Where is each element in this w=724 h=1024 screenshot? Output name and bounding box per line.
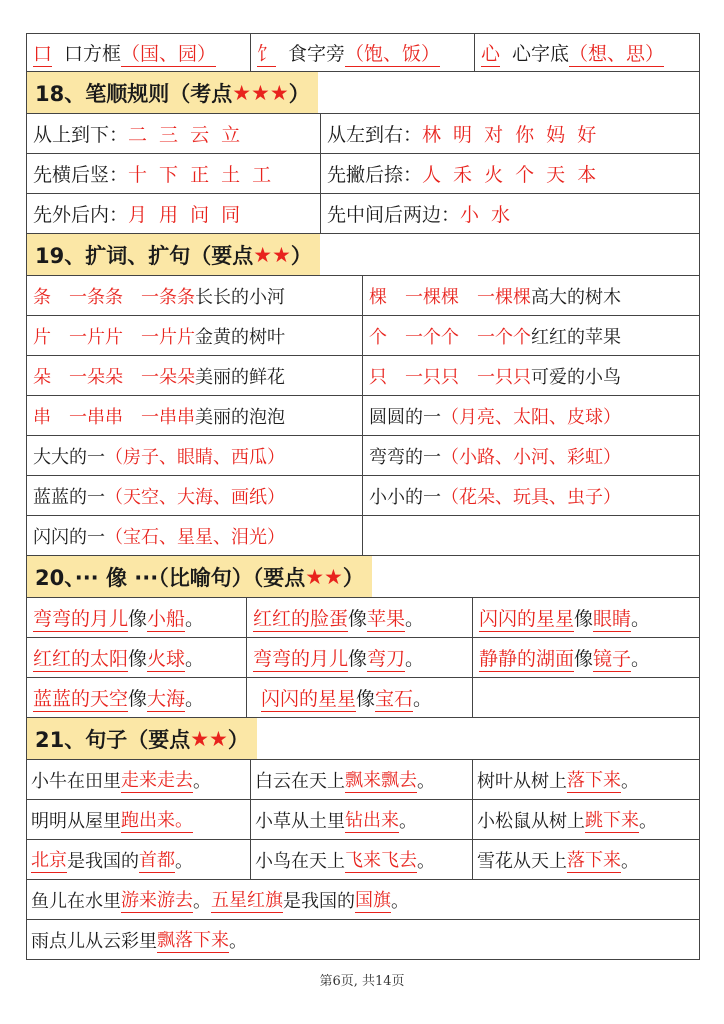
radical-name: 心字底: [512, 43, 570, 65]
simile: 闪闪的星星 像 眼睛 。: [473, 598, 699, 637]
worksheet: [26, 33, 700, 960]
section-18-header: [27, 72, 699, 114]
measure-row: [27, 396, 699, 436]
fill-cell: 闪闪的一 （宝石、星星、泪光）: [27, 516, 363, 555]
radical-cell: [475, 34, 699, 71]
radical-examples: （想、思）: [569, 39, 664, 67]
stroke-rule: 先横后竖： 十 下 正 土 工: [27, 154, 321, 193]
fill-row: [27, 436, 699, 476]
sentence: 小草从土里 钻出来 。: [251, 800, 473, 839]
empty-cell: [363, 516, 699, 555]
section-heading: 21、句子（要点 ★★ ）: [27, 718, 257, 759]
stroke-rule: 先中间后两边： 小 水: [327, 204, 514, 226]
sentence-row: [27, 880, 699, 920]
sentence: 树叶从树上 落下来 。: [473, 760, 699, 799]
simile-row: [27, 678, 699, 718]
star-rating: ★★★: [232, 80, 289, 105]
simile: 蓝蓝的天空 像 大海 。: [27, 678, 247, 717]
fill-cell: 小小的一 （花朵、玩具、虫子）: [369, 486, 621, 508]
measure-word-cell: 朵 一朵朵 一朵朵 美丽的鲜花: [27, 356, 363, 395]
simile: 弯弯的月儿 像 弯刀 。: [247, 638, 473, 677]
radical-cell: [251, 34, 475, 71]
fill-cell: 弯弯的一 （小路、小河、彩虹）: [369, 446, 621, 468]
measure-word-cell: 只 一只只 一只只 可爱的小鸟: [369, 366, 621, 388]
section-19-header: [27, 234, 699, 276]
measure-row: [27, 316, 699, 356]
stroke-rule: 先撇后捺： 人 禾 火 个 天 本: [327, 164, 600, 186]
empty-cell: [473, 678, 699, 717]
section-21-header: [27, 718, 699, 760]
measure-word-cell: 棵 一棵棵 一棵棵 高大的树木: [369, 286, 621, 308]
measure-word-cell: 串 一串串 一串串 美丽的泡泡: [27, 396, 363, 435]
star-rating: ★★: [253, 242, 291, 267]
section-heading: 20、··· 像 ···（比喻句）（要点 ★★ ）: [27, 556, 372, 597]
radical-examples: （饱、饭）: [345, 39, 440, 67]
radical-glyph: 口: [33, 39, 52, 67]
stroke-rule: 从左到右： 林 明 对 你 妈 好: [327, 124, 600, 146]
page-number: 第6页, 共14页: [319, 974, 405, 989]
simile-row: [27, 638, 699, 678]
radicals-row: [27, 34, 699, 72]
simile: 红红的脸蛋 像 苹果 。: [247, 598, 473, 637]
sentence-row: [27, 760, 699, 800]
measure-row: [27, 276, 699, 316]
radical-glyph: 心: [481, 39, 500, 67]
section-20-header: [27, 556, 699, 598]
simile: 弯弯的月儿 像 小船 。: [27, 598, 247, 637]
radical-cell: [27, 34, 251, 71]
sentence-row: [27, 920, 699, 960]
stroke-rule: 从上到下： 二 三 云 立: [27, 114, 321, 153]
sentence: 小牛在田里 走来走去 。: [27, 760, 251, 799]
sentence: 小松鼠从树上 跳下来 。: [473, 800, 699, 839]
stroke-rule-row: [27, 194, 699, 234]
sentence: 小鸟在天上 飞来飞去 。: [251, 840, 473, 879]
fill-row: [27, 516, 699, 556]
sentence: 白云在天上 飘来飘去 。: [251, 760, 473, 799]
radical-name: 食字旁: [288, 43, 346, 65]
fill-cell: 蓝蓝的一 （天空、大海、画纸）: [27, 476, 363, 515]
fill-cell: 大大的一 （房子、眼睛、西瓜）: [27, 436, 363, 475]
simile: 静静的湖面 像 镜子 。: [473, 638, 699, 677]
measure-word-cell: 条 一条条 一条条 长长的小河: [27, 276, 363, 315]
star-rating: ★★: [305, 564, 343, 589]
sentence-row: [27, 800, 699, 840]
section-heading: 18、笔顺规则（考点 ★★★ ）: [27, 72, 318, 113]
sentence-row: [27, 840, 699, 880]
measure-row: [27, 356, 699, 396]
fill-row: [27, 476, 699, 516]
stroke-rule: 先外后内： 月 用 问 同: [27, 194, 321, 233]
sentence-pair: 鱼儿在水里 游来游去 。 五星红旗 是我国的 国旗 。: [27, 880, 699, 919]
simile-row: [27, 598, 699, 638]
sentence: 雨点儿从云彩里 飘落下来 。: [27, 920, 699, 959]
measure-word-cell: 个 一个个 一个个 红红的苹果: [369, 326, 621, 348]
measure-word-cell: 片 一片片 一片片 金黄的树叶: [27, 316, 363, 355]
radical-glyph: 饣: [257, 39, 276, 67]
fill-cell: 圆圆的一 （月亮、太阳、皮球）: [369, 406, 621, 428]
stroke-rule-row: [27, 154, 699, 194]
sentence: 明明从屋里 跑出来。: [27, 800, 251, 839]
radical-name: 口方框: [64, 43, 122, 65]
star-rating: ★★: [190, 726, 228, 751]
radical-examples: （国、园）: [121, 39, 216, 67]
stroke-rule-row: [27, 114, 699, 154]
simile: 闪闪的星星 像 宝石 。: [247, 678, 473, 717]
sentence: 北京 是我国的 首都 。: [27, 840, 251, 879]
sentence: 雪花从天上 落下来 。: [473, 840, 699, 879]
simile: 红红的太阳 像 火球 。: [27, 638, 247, 677]
section-heading: 19、扩词、扩句（要点 ★★ ）: [27, 234, 320, 275]
